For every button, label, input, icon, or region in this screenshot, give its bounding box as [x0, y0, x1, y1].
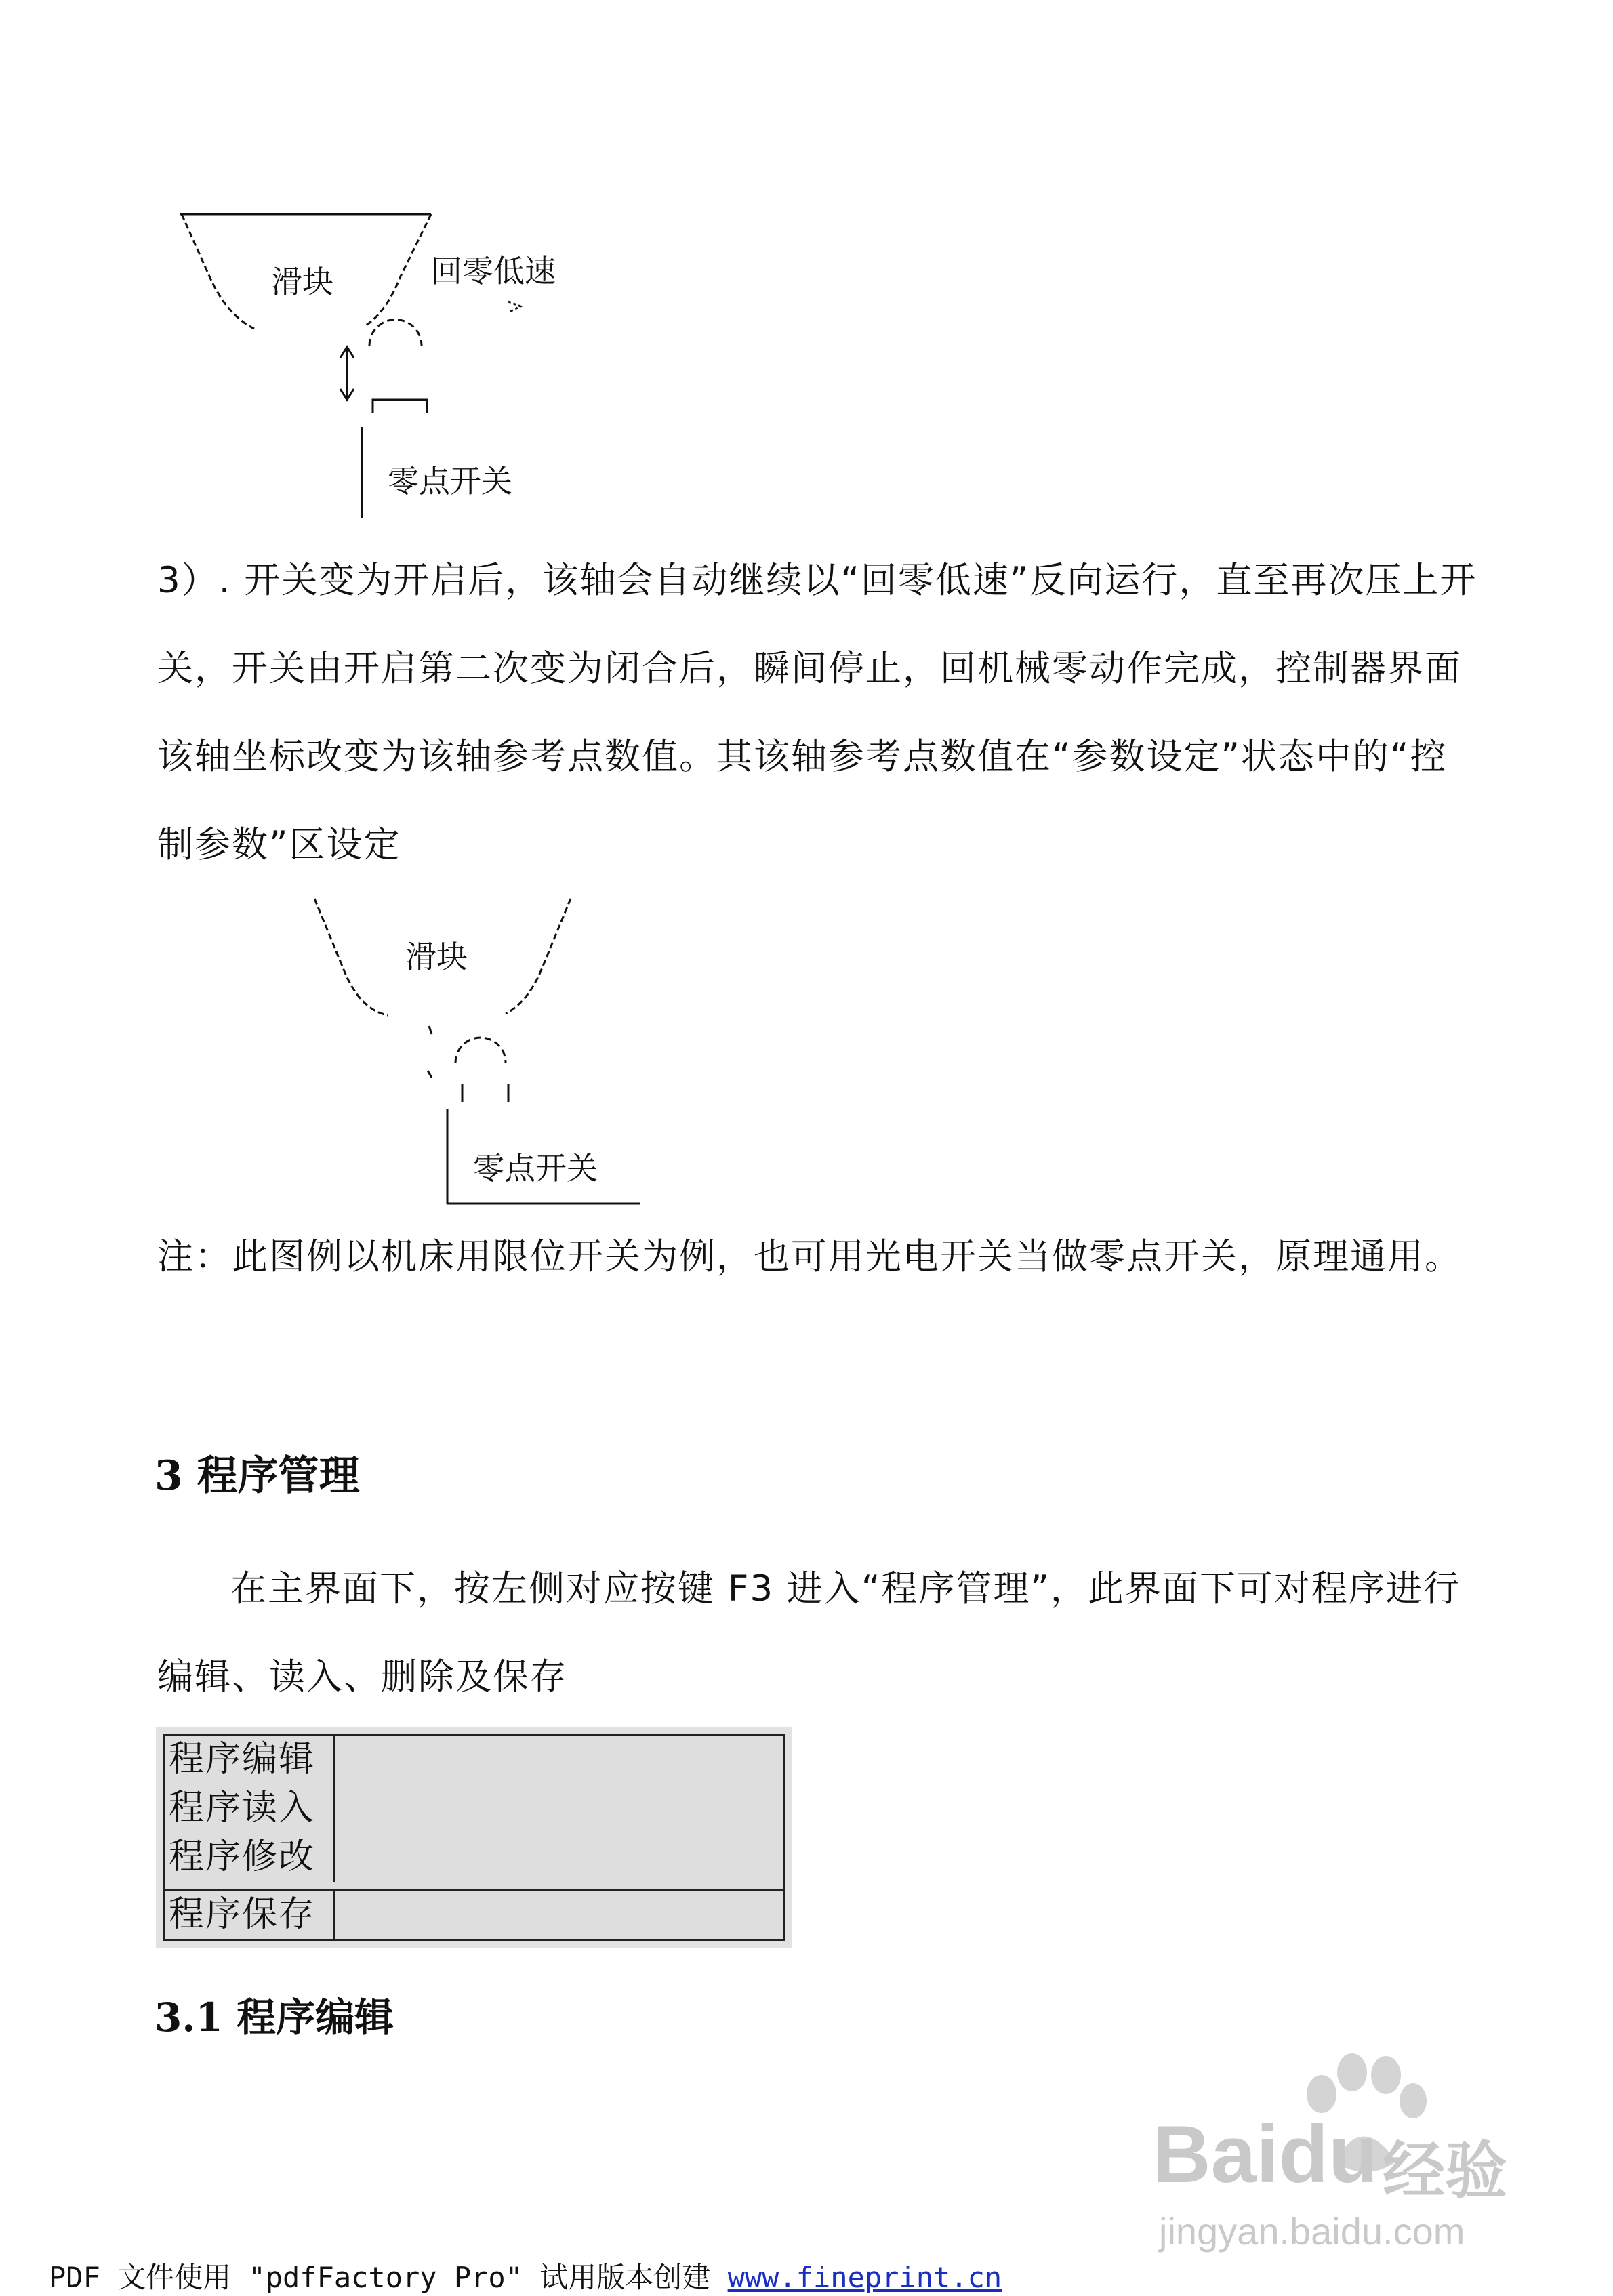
pdf-footer [49, 2255, 1002, 2296]
watermark-url: jingyan.baidu.com [1159, 2210, 1465, 2253]
switch-bracket [373, 400, 427, 413]
slider-right-edge-2 [506, 899, 571, 1014]
menu-item-program-edit[interactable]: 程序编辑 [165, 1736, 335, 1784]
menu-item-program-save[interactable]: 程序保存 [165, 1891, 335, 1941]
baidu-jingyan-watermark [1152, 2047, 1532, 2263]
watermark-cn: 经验 [1383, 2137, 1508, 2206]
slider-left-edge [182, 214, 254, 329]
watermark-brand: Baidu [1152, 2109, 1379, 2200]
footer-text: PDF 文件使用 "pdfFactory Pro" 试用版本创建 [49, 2261, 728, 2294]
menu-frame [163, 1734, 785, 1941]
menu-item-program-modify[interactable]: 程序修改 [165, 1833, 335, 1882]
diagram-homing-low-speed [169, 203, 644, 529]
diagram1-slider-label: 滑块 [271, 264, 333, 300]
diagram1-switch-label: 零点开关 [388, 463, 512, 499]
contact-marks [428, 1026, 432, 1078]
menu-item-program-read[interactable]: 程序读入 [165, 1784, 335, 1833]
slider-right-edge [366, 214, 431, 325]
diagram2-switch-label: 零点开关 [473, 1150, 598, 1187]
subsection-heading: 3.1 程序编辑 [155, 1994, 394, 2041]
intro-paragraph: 在主界面下，按左侧对应按键 F3 进入“程序管理”，此界面下可对程序进行编辑、读入、删除及保存 [157, 1568, 1461, 1698]
diagram2-slider-label: 滑块 [405, 939, 468, 975]
diagram-homing-complete [305, 893, 657, 1218]
low-speed-arrow-icon [508, 302, 520, 312]
switch-roller [369, 320, 422, 346]
footer-link[interactable]: www.fineprint.cn [727, 2261, 1002, 2294]
section-heading: 3 程序管理 [155, 1452, 360, 1500]
switch-roller-2 [455, 1038, 506, 1063]
note-text: 注：此图例以机床用限位开关为例，也可用光电开关当做零点开关，原理通用。 [157, 1236, 1462, 1277]
diagram1-low-speed-label: 回零低速 [431, 253, 556, 289]
slider-left-edge-2 [314, 899, 388, 1015]
paragraph-switch-open: 3）. 开关变为开启后，该轴会自动继续以“回零低速”反向运行，直至再次压上开关，开关由开启第二次变为闭合后，瞬间停止，回机械零动作完成，控制器界面该轴坐标改变为该轴参考点数值。其该轴参考点数值在“参数设定”状态中的“控制参数”区设定 [157, 560, 1477, 865]
program-management-menu [156, 1727, 792, 1948]
